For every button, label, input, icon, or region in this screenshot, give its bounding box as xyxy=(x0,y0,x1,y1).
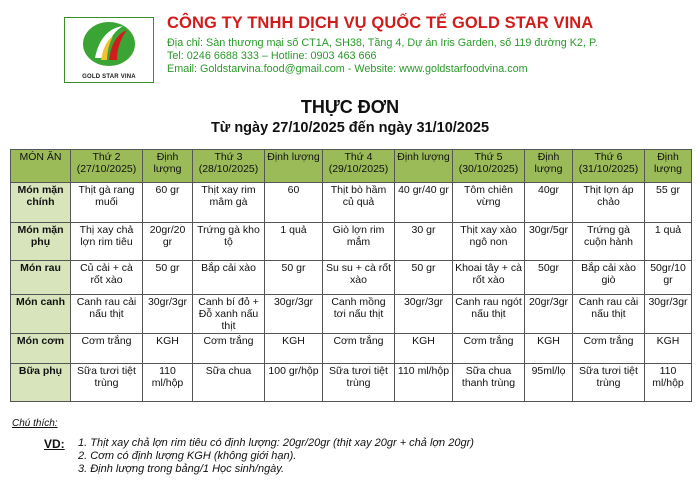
note-item: 2. Cơm có định lượng KGH (không giới hạn). xyxy=(78,450,297,462)
table-cell: Thịt xay rim mâm gà xyxy=(193,183,265,223)
table-cell: Cơm trắng xyxy=(71,334,143,364)
table-cell: 50 gr xyxy=(395,261,453,295)
table-cell: Canh rau cải nấu thịt xyxy=(71,295,143,334)
table-cell: Thịt gà rang muối xyxy=(71,183,143,223)
table-cell: KGH xyxy=(645,334,692,364)
table-cell: Sữa chua xyxy=(193,364,265,402)
row-label: Món canh xyxy=(11,295,71,334)
table-cell: 30gr/5gr xyxy=(525,223,573,261)
page-title: THỰC ĐƠN xyxy=(300,97,400,117)
table-cell: Tôm chiên vừng xyxy=(453,183,525,223)
table-row xyxy=(11,183,692,223)
table-cell: Canh rau ngót nấu thịt xyxy=(453,295,525,334)
logo-emblem-icon xyxy=(65,18,153,70)
row-label: Món mặn chính xyxy=(11,183,71,223)
table-cell: 60 gr xyxy=(143,183,193,223)
table-cell: Cơm trắng xyxy=(193,334,265,364)
table-header-row xyxy=(11,150,692,183)
table-cell: Cơm trắng xyxy=(573,334,645,364)
table-cell: 100 gr/hộp xyxy=(265,364,323,402)
table-cell: Canh rau cải nấu thịt xyxy=(573,295,645,334)
table-cell: 110 ml/hộp xyxy=(645,364,692,402)
company-phone: Tel: 0246 6688 333 – Hotline: 0903 463 666 xyxy=(167,50,377,62)
table-cell: 40 gr/40 gr xyxy=(395,183,453,223)
table-cell: 30 gr xyxy=(395,223,453,261)
row-label: Bữa phụ xyxy=(11,364,71,402)
table-cell: Thịt lợn áp chảo xyxy=(573,183,645,223)
table-cell: Thịt xay xào ngô non xyxy=(453,223,525,261)
header-cell: Định lượng xyxy=(265,150,323,183)
notes-heading: Chú thích: xyxy=(12,418,58,429)
table-cell: 1 quả xyxy=(265,223,323,261)
table-cell: Thị xay chả lợn rim tiêu xyxy=(71,223,143,261)
table-cell: 30gr/3gr xyxy=(645,295,692,334)
table-cell: 110 ml/hộp xyxy=(143,364,193,402)
table-cell: 50gr xyxy=(525,261,573,295)
table-cell: Cơm trắng xyxy=(323,334,395,364)
table-cell: 50gr/10 gr xyxy=(645,261,692,295)
table-cell: Canh bí đỏ + Đỗ xanh nấu thịt xyxy=(193,295,265,334)
header-cell: Định lượng xyxy=(645,150,692,183)
table-cell: 50 gr xyxy=(143,261,193,295)
notes-section xyxy=(12,418,474,475)
table-cell: 95ml/lọ xyxy=(525,364,573,402)
header-cell: Định lượng xyxy=(143,150,193,183)
table-cell: Khoai tây + cà rốt xào xyxy=(453,261,525,295)
table-row xyxy=(11,334,692,364)
table-cell: Trứng gà cuộn hành xyxy=(573,223,645,261)
note-item: 1. Thịt xay chả lợn rim tiêu có định lượng: 20gr/20gr (thịt xay 20gr + chả lợn 20gr) xyxy=(78,437,474,449)
table-cell: KGH xyxy=(143,334,193,364)
table-row xyxy=(11,295,692,334)
table-cell: Củ cải + cà rốt xào xyxy=(71,261,143,295)
company-header xyxy=(167,14,697,76)
table-cell: 30gr/3gr xyxy=(265,295,323,334)
table-cell: 20gr/20 gr xyxy=(143,223,193,261)
table-row xyxy=(11,261,692,295)
table-cell: 1 quả xyxy=(645,223,692,261)
table-cell: KGH xyxy=(395,334,453,364)
table-row xyxy=(11,364,692,402)
table-cell: 20gr/3gr xyxy=(525,295,573,334)
header-cell: Thứ 4 (29/10/2025) xyxy=(323,150,395,183)
table-cell: Sữa tươi tiệt trùng xyxy=(71,364,143,402)
header-cell: Thứ 6 (31/10/2025) xyxy=(573,150,645,183)
company-email: Email: Goldstarvina.food@gmail.com - Website: www.goldstarfoodvina.com xyxy=(167,63,528,75)
table-cell: 30gr/3gr xyxy=(143,295,193,334)
company-logo xyxy=(64,17,154,83)
header-cell: Thứ 3 (28/10/2025) xyxy=(193,150,265,183)
logo-brand-text: GOLD STAR VINA xyxy=(82,74,136,80)
table-cell: Sữa chua thanh trùng xyxy=(453,364,525,402)
menu-table xyxy=(10,149,692,402)
header-cell: Thứ 5 (30/10/2025) xyxy=(453,150,525,183)
table-cell: Giò lợn rim mắm xyxy=(323,223,395,261)
table-cell: Thịt bò hầm củ quả xyxy=(323,183,395,223)
row-label: Món mặn phụ xyxy=(11,223,71,261)
table-cell: Cơm trắng xyxy=(453,334,525,364)
table-cell: Su su + cà rốt xào xyxy=(323,261,395,295)
table-cell: 55 gr xyxy=(645,183,692,223)
table-cell: 40gr xyxy=(525,183,573,223)
table-cell: KGH xyxy=(525,334,573,364)
header-cell: MÓN ĂN xyxy=(11,150,71,183)
table-cell: Sữa tươi tiệt trùng xyxy=(573,364,645,402)
header-cell: Thứ 2 (27/10/2025) xyxy=(71,150,143,183)
note-item: 3. Định lượng trong bảng/1 Học sinh/ngày. xyxy=(78,463,285,475)
table-cell: 60 xyxy=(265,183,323,223)
table-cell: Bắp cải xào giò xyxy=(573,261,645,295)
notes-example-label: VD: xyxy=(44,437,65,451)
page-subtitle: Từ ngày 27/10/2025 đến ngày 31/10/2025 xyxy=(210,120,490,136)
table-cell: 110 ml/hộp xyxy=(395,364,453,402)
table-row xyxy=(11,223,692,261)
company-address: Địa chỉ: Sàn thương mại số CT1A, SH38, Tầng 4, Dự án Iris Garden, số 119 đường K2, P. xyxy=(167,37,598,49)
header-cell: Định lượng xyxy=(395,150,453,183)
table-cell: 30gr/3gr xyxy=(395,295,453,334)
company-name: CÔNG TY TNHH DỊCH VỤ QUỐC TẾ GOLD STAR VINA xyxy=(167,14,594,32)
header-cell: Định lượng xyxy=(525,150,573,183)
row-label: Món cơm xyxy=(11,334,71,364)
table-cell: Bắp cải xào xyxy=(193,261,265,295)
table-cell: Canh mồng tơi nấu thịt xyxy=(323,295,395,334)
table-cell: KGH xyxy=(265,334,323,364)
table-cell: 50 gr xyxy=(265,261,323,295)
row-label: Món rau xyxy=(11,261,71,295)
table-cell: Sữa tươi tiệt trùng xyxy=(323,364,395,402)
table-cell: Trứng gà kho tộ xyxy=(193,223,265,261)
